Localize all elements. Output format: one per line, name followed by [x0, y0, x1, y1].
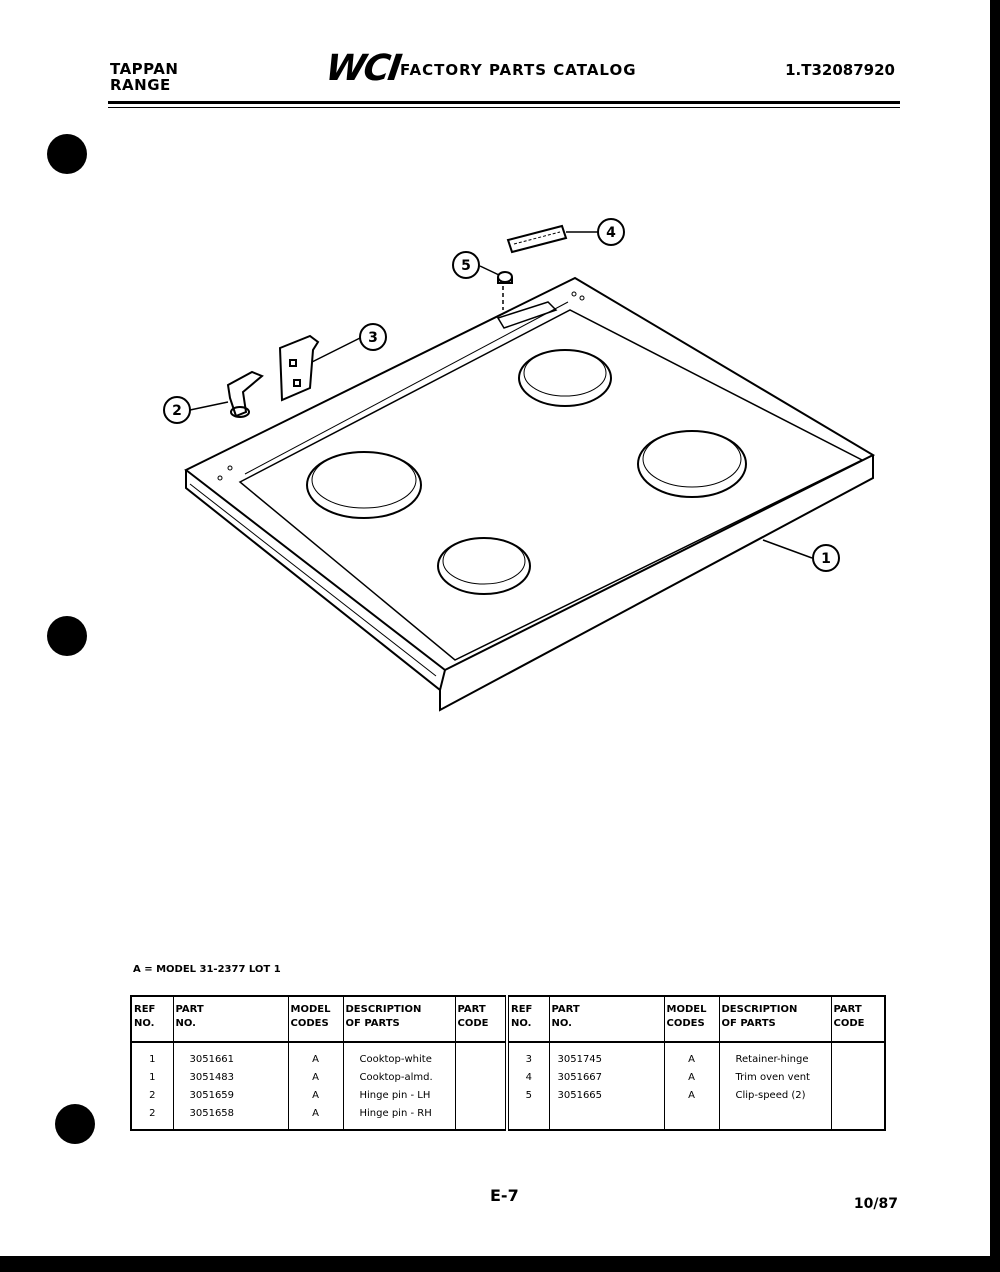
ref-no: 2: [131, 1105, 173, 1130]
binder-hole: [55, 1104, 95, 1144]
part-no: 3051483: [173, 1069, 288, 1087]
header-ref-no: REF NO.: [131, 996, 173, 1042]
part-code: [455, 1105, 507, 1130]
cooktop-inner-panel: [240, 310, 862, 660]
callout-3-label: 3: [368, 330, 378, 346]
part-code: [831, 1042, 885, 1069]
table-row: [131, 1042, 885, 1069]
part-code: [831, 1087, 885, 1105]
header-ref-no: REF NO.: [507, 996, 549, 1042]
model-code: A: [288, 1069, 343, 1087]
header-model-codes: MODEL CODES: [288, 996, 343, 1042]
ref-no: 1: [131, 1069, 173, 1087]
page-number: E-7: [490, 1186, 519, 1205]
part-description: [719, 1105, 831, 1130]
part-no: 3051658: [173, 1105, 288, 1130]
speed-clip-part: [498, 272, 512, 310]
header-model-codes: MODEL CODES: [664, 996, 719, 1042]
part-no: 3051661: [173, 1042, 288, 1069]
revision-date: 10/87: [853, 1196, 898, 1212]
part-no: 3051665: [549, 1087, 664, 1105]
ref-no: 2: [131, 1087, 173, 1105]
ref-no: [507, 1105, 549, 1130]
model-code: A: [288, 1105, 343, 1130]
header-description: DESCRIPTION OF PARTS: [343, 996, 455, 1042]
leader-2: [190, 402, 228, 410]
ref-no: 3: [507, 1042, 549, 1069]
ref-no: 5: [507, 1087, 549, 1105]
retainer-hinge-part: [280, 336, 318, 400]
model-legend: A = MODEL 31-2377 LOT 1: [133, 964, 281, 975]
document-id: 1.T32087920: [785, 61, 895, 79]
part-description: Cooktop-almd.: [343, 1069, 455, 1087]
table-header-row: [131, 996, 885, 1042]
part-code: [455, 1087, 507, 1105]
part-no: 3051667: [549, 1069, 664, 1087]
callout-2-label: 2: [172, 403, 182, 419]
model-code: A: [664, 1087, 719, 1105]
part-code: [831, 1105, 885, 1130]
part-code: [455, 1042, 507, 1069]
model-code: A: [664, 1042, 719, 1069]
parts-table: [130, 995, 886, 1131]
part-no: [549, 1105, 664, 1130]
table-row: [131, 1087, 885, 1105]
table-row: [131, 1069, 885, 1087]
header-part-no: PART NO.: [173, 996, 288, 1042]
model-code: A: [288, 1042, 343, 1069]
callout-1-label: 1: [821, 551, 831, 567]
leader-5: [480, 266, 499, 275]
header-description: DESCRIPTION OF PARTS: [719, 996, 831, 1042]
cooktop-outline: [186, 278, 873, 670]
leader-1: [763, 540, 812, 558]
leader-3: [312, 338, 360, 362]
part-no: 3051745: [549, 1042, 664, 1069]
product-type: RANGE: [110, 76, 171, 94]
trim-oven-vent-part: [508, 226, 566, 252]
catalog-title: FACTORY PARTS CATALOG: [400, 61, 637, 79]
callout-5-label: 5: [461, 258, 471, 274]
wci-logo: WCI: [323, 48, 403, 89]
ref-no: 1: [131, 1042, 173, 1069]
part-description: Cooktop-white: [343, 1042, 455, 1069]
part-description: Trim oven vent: [719, 1069, 831, 1087]
model-code: A: [664, 1069, 719, 1087]
part-description: Hinge pin - RH: [343, 1105, 455, 1130]
header-part-code: PART CODE: [831, 996, 885, 1042]
part-description: Hinge pin - LH: [343, 1087, 455, 1105]
part-description: Clip-speed (2): [719, 1087, 831, 1105]
header-part-code: PART CODE: [455, 996, 507, 1042]
part-no: 3051659: [173, 1087, 288, 1105]
table-row: [131, 1105, 885, 1130]
cooktop-front-face: [186, 455, 873, 710]
hinge-pin-part: [228, 372, 262, 417]
part-code: [455, 1069, 507, 1087]
ref-no: 4: [507, 1069, 549, 1087]
part-description: Retainer-hinge: [719, 1042, 831, 1069]
model-code: [664, 1105, 719, 1130]
callout-4-label: 4: [606, 225, 616, 241]
brand-name: TAPPAN: [110, 60, 179, 78]
model-code: A: [288, 1087, 343, 1105]
header-part-no: PART NO.: [549, 996, 664, 1042]
part-code: [831, 1069, 885, 1087]
